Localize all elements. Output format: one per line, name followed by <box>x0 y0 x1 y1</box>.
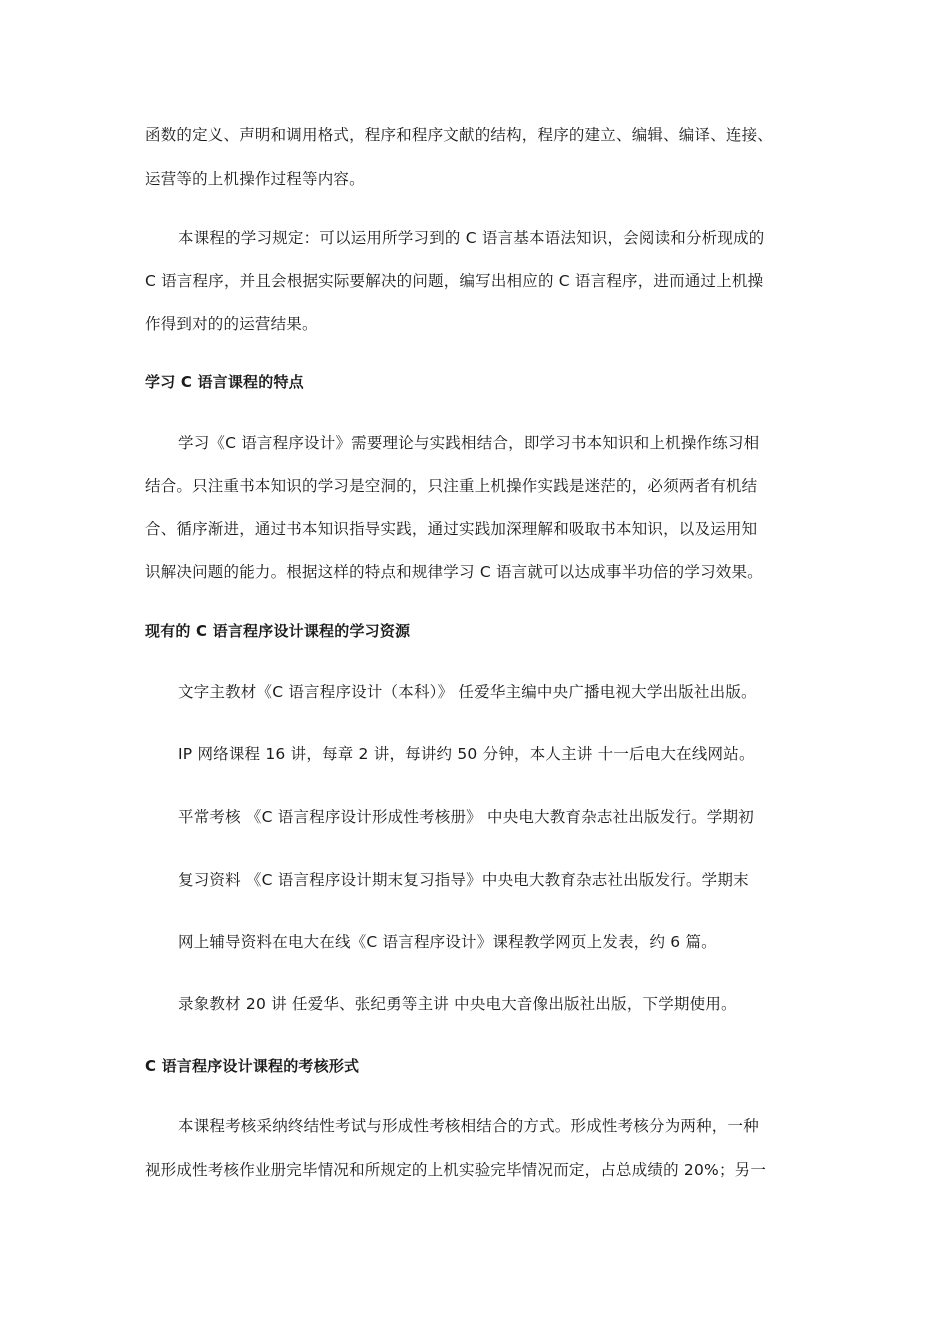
body-text-line: 合、循序渐进，通过书本知识指导实践，通过实践加深理解和吸取书本知识，以及运用知 <box>145 520 758 538</box>
section-heading: 学习 C 语言课程的特点 <box>145 373 304 391</box>
body-text-line: 结合。只注重书本知识的学习是空洞的，只注重上机操作实践是迷茫的，必须两者有机结 <box>145 477 758 495</box>
body-text-line: C 语言程序，并且会根据实际要解决的问题，编写出相应的 C 语言程序，进而通过上机操 <box>145 272 764 290</box>
body-text-line: 视形成性考核作业册完毕情况和所规定的上机实验完毕情况而定，占总成绩的 20%；另一 <box>145 1161 767 1179</box>
body-text-line: 函数的定义、声明和调用格式，程序和程序文献的结构，程序的建立、编辑、编译、连接、 <box>145 126 774 144</box>
body-text-line: 识解决问题的能力。根据这样的特点和规律学习 C 语言就可以达成事半功倍的学习效果。 <box>145 563 763 581</box>
resource-item: 复习资料 《C 语言程序设计期末复习指导》中央电大教育杂志社出版发行。学期末 <box>178 871 749 889</box>
resource-item: 网上辅导资料在电大在线《C 语言程序设计》课程教学网页上发表，约 6 篇。 <box>178 933 717 951</box>
body-text-line: 运营等的上机操作过程等内容。 <box>145 170 365 188</box>
body-text-line: 本课程的学习规定：可以运用所学习到的 C 语言基本语法知识，会阅读和分析现成的 <box>178 229 765 247</box>
section-heading: 现有的 C 语言程序设计课程的学习资源 <box>145 622 411 640</box>
resource-item: 平常考核 《C 语言程序设计形成性考核册》 中央电大教育杂志社出版发行。学期初 <box>178 808 754 826</box>
resource-item: IP 网络课程 16 讲，每章 2 讲，每讲约 50 分钟，本人主讲 十一后电大在线网站。 <box>178 745 755 763</box>
body-text-line: 本课程考核采纳终结性考试与形成性考核相结合的方式。形成性考核分为两种，一种 <box>178 1117 759 1135</box>
section-heading: C 语言程序设计课程的考核形式 <box>145 1057 360 1075</box>
resource-item: 文字主教材《C 语言程序设计（本科）》 任爱华主编中央广播电视大学出版社出版。 <box>178 683 757 701</box>
resource-item: 录象教材 20 讲 任爱华、张纪勇等主讲 中央电大音像出版社出版，下学期使用。 <box>178 995 737 1013</box>
body-text-line: 学习《C 语言程序设计》需要理论与实践相结合，即学习书本知识和上机操作练习相 <box>178 434 760 452</box>
body-text-line: 作得到对的的运营结果。 <box>145 315 318 333</box>
